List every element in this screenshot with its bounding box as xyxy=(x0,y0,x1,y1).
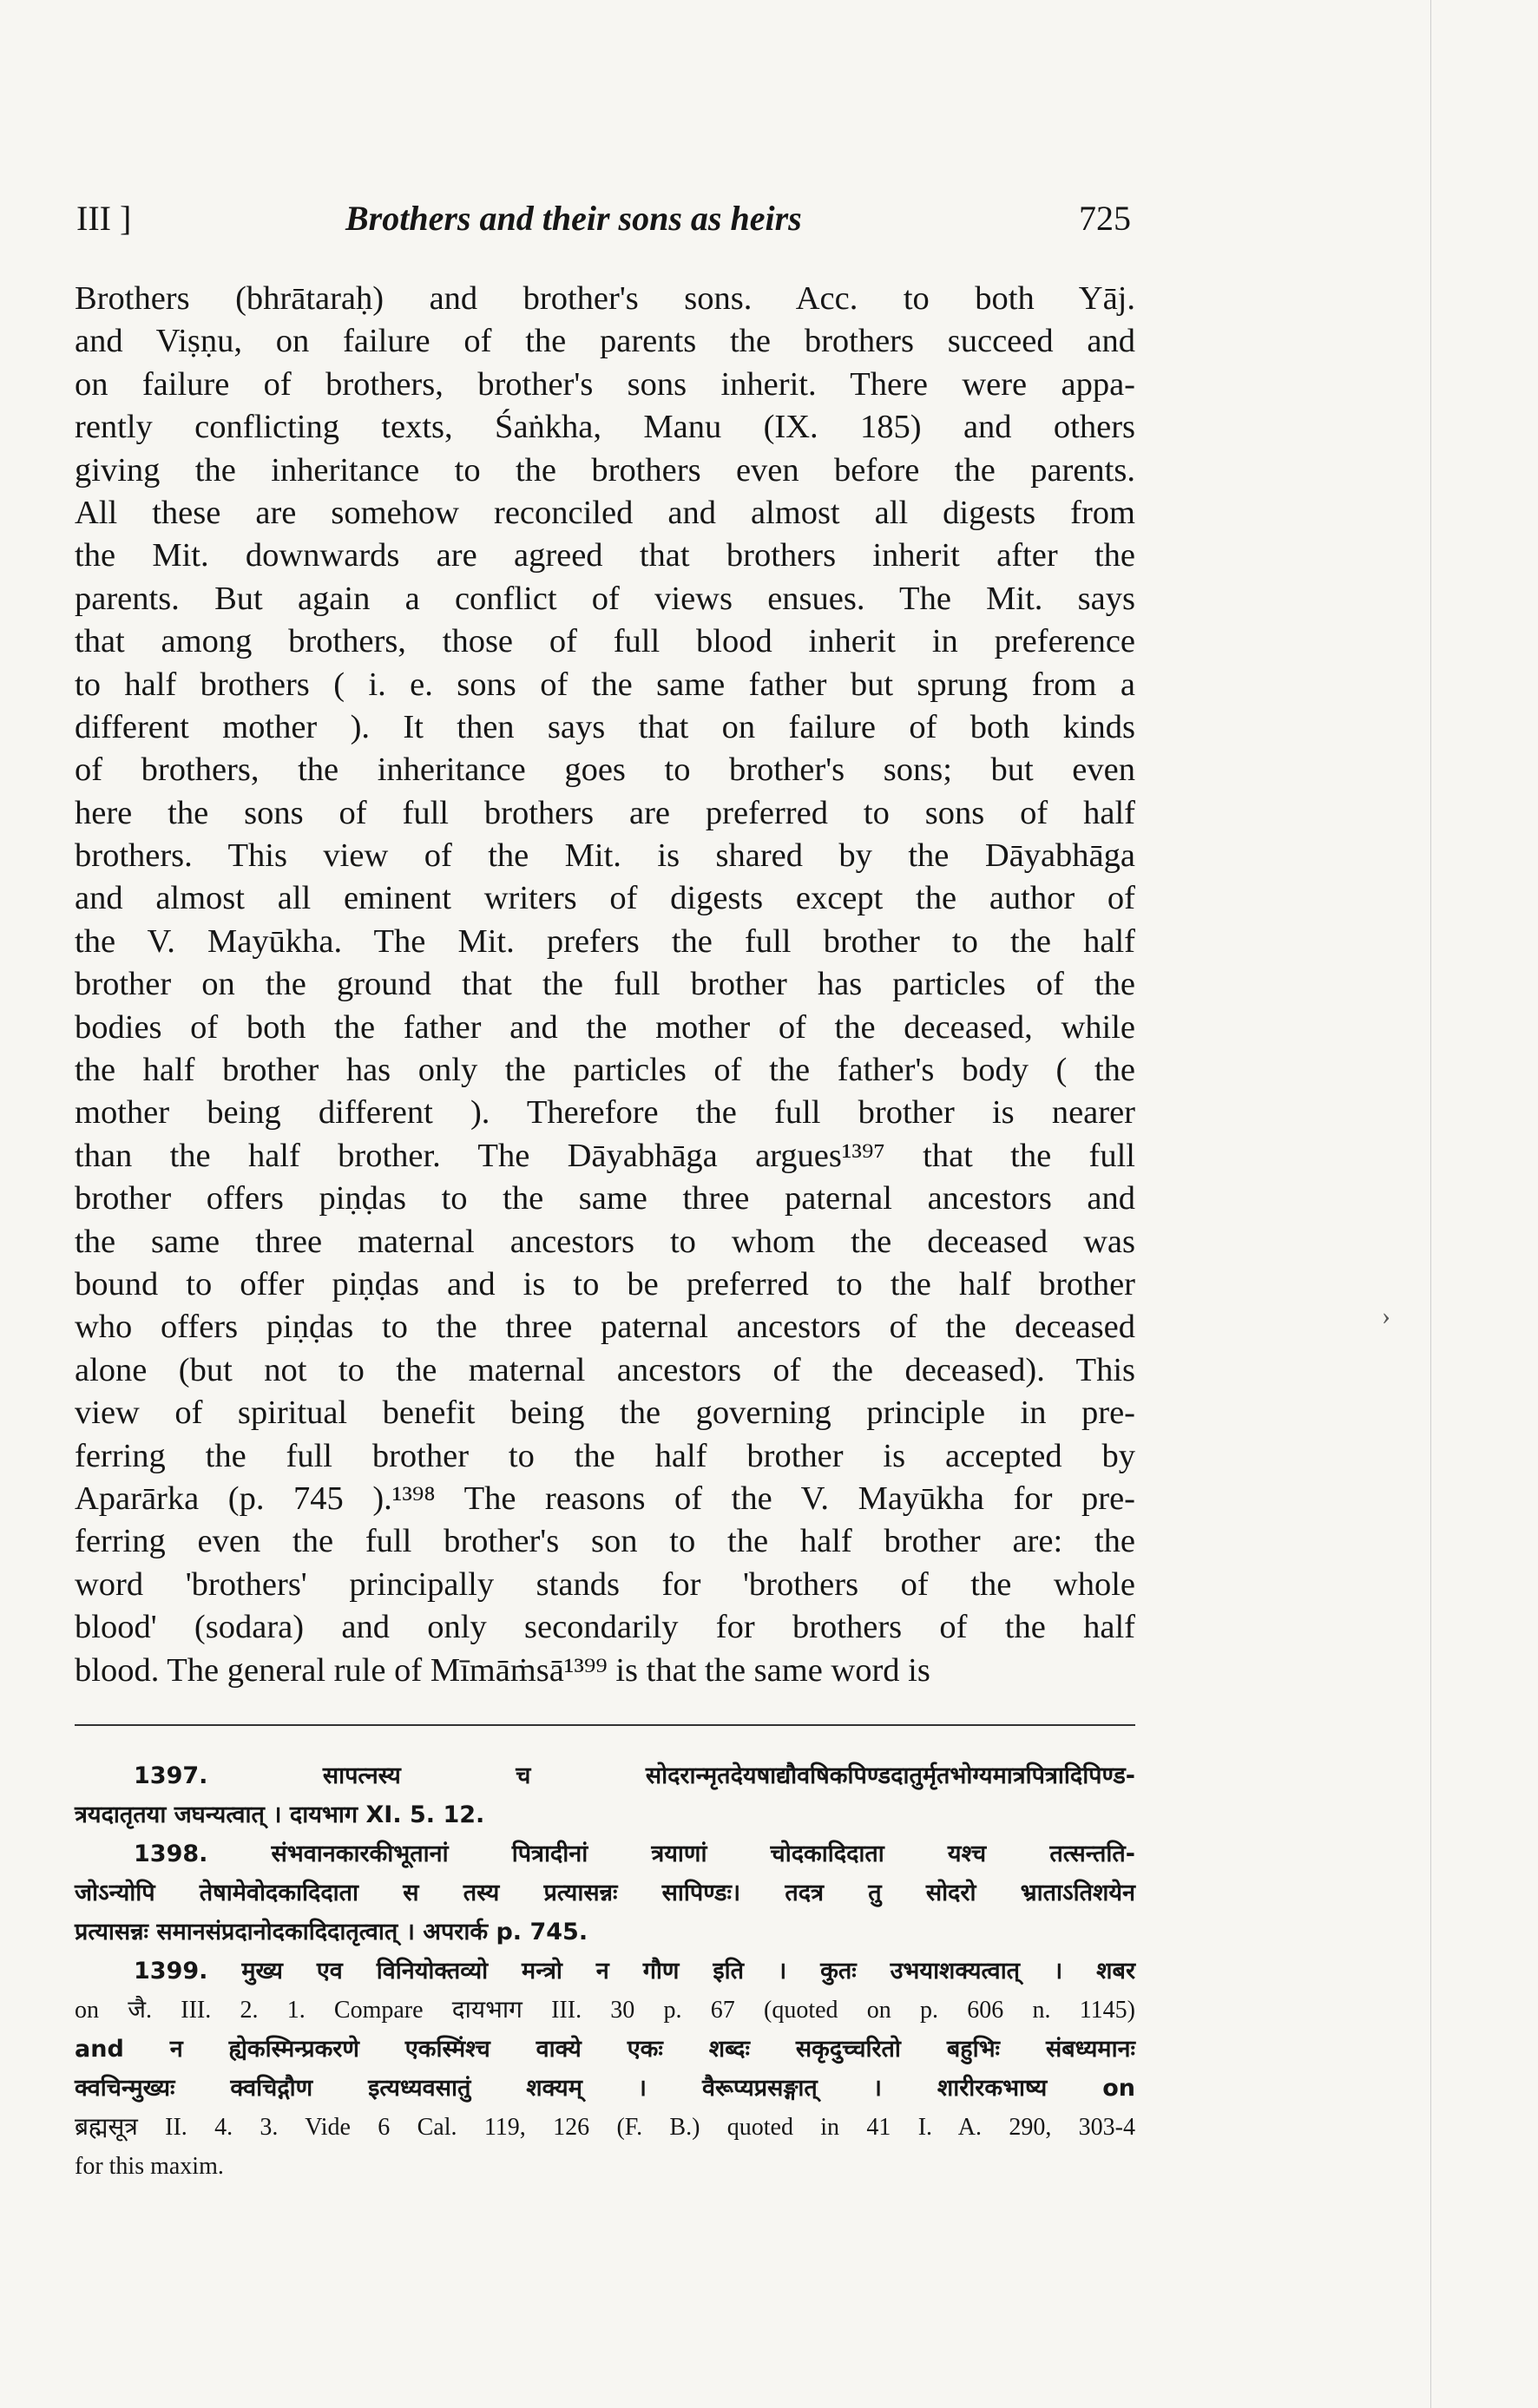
text-line: brother on the ground that the full brother has particles of the xyxy=(75,966,1135,1003)
footnote-line: for this maxim. xyxy=(75,2153,224,2180)
text-line: Brothers (bhrātaraḥ) and brother's sons. Acc. to both Yāj. xyxy=(75,280,1135,317)
text-line: brothers. This view of the Mit. is shared by the Dāyabhāga xyxy=(75,837,1135,875)
footnote-line: 1399. मुख्य एव विनियोक्तव्यो मन्त्रो न गौण इति । कुतः उभयाशक्यत्वात् । शबर xyxy=(134,1958,1135,1985)
text-line: the half brother has only the particles of the father's body ( the xyxy=(75,1052,1135,1089)
text-line: the Mit. downwards are agreed that brothers inherit after the xyxy=(75,537,1135,574)
text-line: and Viṣṇu, on failure of the parents the brothers succeed and xyxy=(75,323,1135,360)
text-line: word 'brothers' principally stands for 'brothers of the whole xyxy=(75,1565,1135,1603)
footnote-line: on जै. III. 2. 1. Compare दायभाग III. 30 p. 67 (quoted on p. 606 n. 1145) xyxy=(75,1997,1135,2024)
running-title: Brothers and their sons as heirs xyxy=(345,199,802,238)
text-line: blood. The general rule of Mīmāṁsā¹³⁹⁹ is that the same word is xyxy=(75,1651,930,1689)
text-line: blood' (sodara) and only secondarily for brothers of the half xyxy=(75,1609,1135,1646)
running-header xyxy=(76,198,1131,246)
footnotes xyxy=(75,1756,1135,2186)
text-line: different mother ). It then says that on failure of both kinds xyxy=(75,708,1135,745)
text-line: who offers piṇḍas to the three paternal ancestors of the deceased xyxy=(75,1309,1135,1346)
footnote-rule xyxy=(75,1724,1135,1726)
text-line: than the half brother. The Dāyabhāga argues¹³⁹⁷ that the full xyxy=(75,1137,1135,1174)
footnote-line: त्रयदातृतया जघन्यत्वात् । दायभाग XI. 5. 12. xyxy=(75,1801,485,1828)
part-number: III ] xyxy=(76,199,132,238)
text-line: ferring the full brother to the half brother is accepted by xyxy=(75,1437,1135,1474)
text-line: Aparārka (p. 745 ).¹³⁹⁸ The reasons of the V. Mayūkha for pre- xyxy=(75,1480,1135,1517)
footnote-line: प्रत्यासन्नः समानसंप्रदानोदकादिदातृत्वात् । अपरार्क p. 745. xyxy=(75,1919,588,1945)
text-line: parents. But again a conflict of views ensues. The Mit. says xyxy=(75,580,1135,617)
text-line: All these are somehow reconciled and almost all digests from xyxy=(75,494,1135,531)
text-line: of brothers, the inheritance goes to brother's sons; but even xyxy=(75,751,1135,789)
margin-mark: › xyxy=(1382,1302,1390,1330)
footnote-line: 1398. संभवानकारकीभूतानां पित्रादीनां त्रयाणां चोदकादिदाता यश्च तत्सन्तति- xyxy=(134,1840,1135,1867)
text-line: giving the inheritance to the brothers even before the parents. xyxy=(75,451,1135,489)
footnote-line: क्वचिन्मुख्यः क्वचिद्गौण इत्यध्यवसातुं शक्यम् । वैरूप्यप्रसङ्गात् । शारीरकभाष्य on xyxy=(75,2075,1135,2102)
page-number: 725 xyxy=(1079,199,1131,238)
text-line: bodies of both the father and the mother of the deceased, while xyxy=(75,1008,1135,1046)
text-line: ferring even the full brother's son to the half brother are: the xyxy=(75,1523,1135,1560)
footnote-line: and न ह्येकस्मिन्प्रकरणे एकस्मिंश्च वाक्ये एकः शब्दः सकृदुच्चरितो बहुभिः संबध्यमानः xyxy=(75,2036,1135,2063)
text-line: view of spiritual benefit being the governing principle in pre- xyxy=(75,1394,1135,1432)
text-line: the same three maternal ancestors to whom the deceased was xyxy=(75,1223,1135,1260)
text-line: here the sons of full brothers are preferred to sons of half xyxy=(75,794,1135,831)
main-text xyxy=(75,278,1135,1692)
text-line: that among brothers, those of full blood inherit in preference xyxy=(75,623,1135,660)
text-line: brother offers piṇḍas to the same three paternal ancestors and xyxy=(75,1180,1135,1217)
text-line: mother being different ). Therefore the full brother is nearer xyxy=(75,1094,1135,1132)
text-line: alone (but not to the maternal ancestors of the deceased). This xyxy=(75,1351,1135,1388)
footnote-line: ब्रह्मसूत्र II. 4. 3. Vide 6 Cal. 119, 126 (F. B.) quoted in 41 I. A. 290, 303-4 xyxy=(75,2114,1135,2141)
text-line: and almost all eminent writers of digests except the author of xyxy=(75,880,1135,917)
footnote-line: जोऽन्योपि तेषामेवोदकादिदाता स तस्य प्रत्यासन्नः सापिण्डः। तदत्र तु सोदरो भ्राताऽतिशयेन xyxy=(75,1880,1135,1906)
text-line: bound to offer piṇḍas and is to be preferred to the half brother xyxy=(75,1265,1135,1302)
text-line: to half brothers ( i. e. sons of the same father but sprung from a xyxy=(75,666,1135,703)
text-line: rently conflicting texts, Śaṅkha, Manu (IX. 185) and others xyxy=(75,409,1135,446)
text-line: the V. Mayūkha. The Mit. prefers the full brother to the half xyxy=(75,922,1135,960)
text-line: on failure of brothers, brother's sons inherit. There were appa- xyxy=(75,365,1135,403)
page-edge-line xyxy=(1430,0,1431,2408)
footnote-line: 1397. सापत्नस्य च सोदरान्मृतदेयषाद्यौवषिकपिण्डदातुर्मृतभोग्यमात्रपित्रादिपिण्ड- xyxy=(134,1762,1135,1789)
